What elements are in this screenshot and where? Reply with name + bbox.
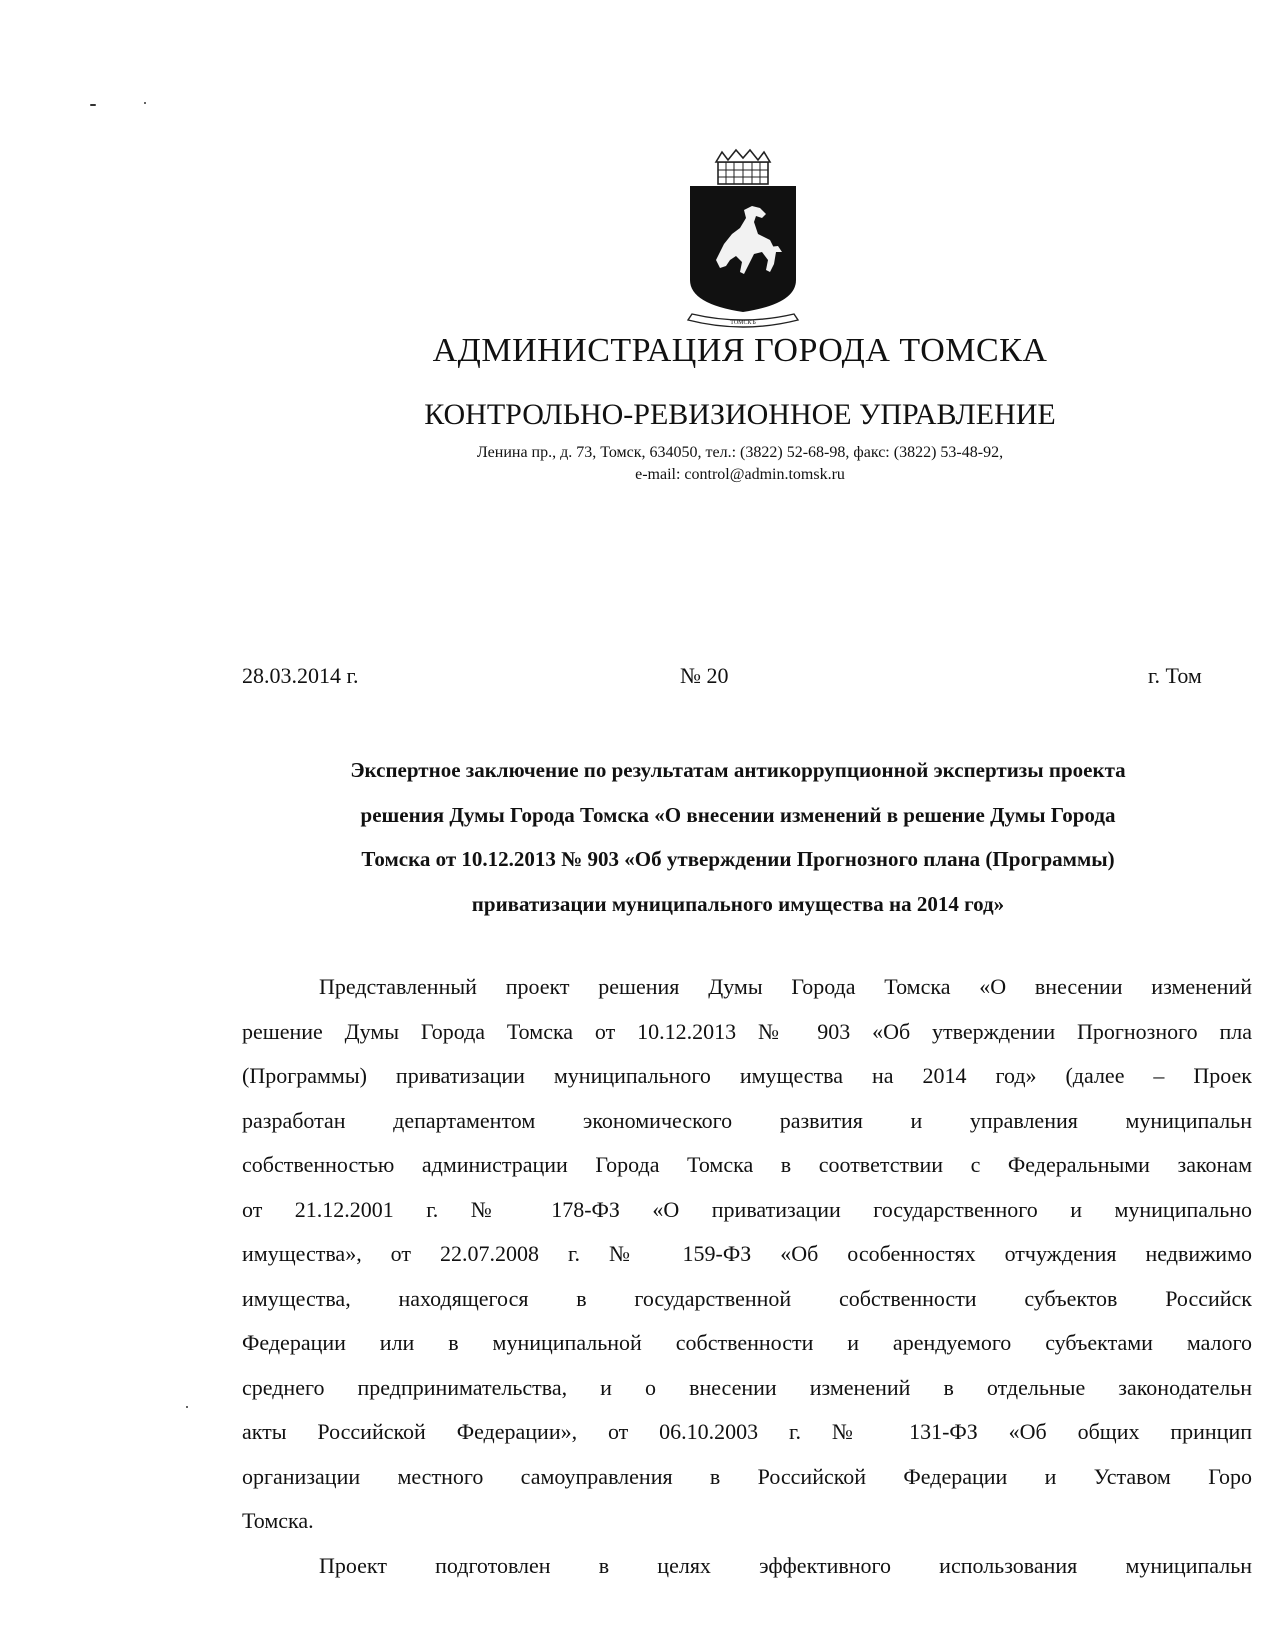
body-line: от 21.12.2001 г. № 178-ФЗ «О приватизации государственного и муниципально	[242, 1196, 1252, 1222]
body-line: Представленный проект решения Думы Города Томска «О внесении изменений	[319, 974, 1252, 999]
body-line: организации местного самоуправления в Российской Федерации и Уставом Горо	[242, 1463, 1252, 1489]
body-line: Томска.	[242, 1508, 314, 1533]
body-line: акты Российской Федерации», от 06.10.2003 г. № 131-ФЗ «Об общих принцип	[242, 1419, 1252, 1444]
body-line: собственностью администрации Города Томска в соответствии с Федеральными законам	[242, 1152, 1252, 1177]
body-line: среднего предпринимательства, и о внесении изменений в отдельные законодательн	[242, 1374, 1252, 1400]
ribbon-text: ТОМСКЪ	[730, 320, 756, 326]
body-line: (Программы) приватизации муниципального имущества на 2014 год» (далее – Проек	[242, 1063, 1252, 1088]
scan-speck	[90, 104, 96, 106]
body-line: Федерации или в муниципальной собственности и арендуемого субъектами малого	[242, 1330, 1252, 1355]
title-line: решения Думы Города Томска «О внесении изменений в решение Думы Города	[360, 802, 1116, 827]
title-line: Томска от 10.12.2013 № 903 «Об утверждении Прогнозного плана (Программы)	[361, 847, 1115, 871]
scan-speck	[144, 102, 146, 104]
department-title: КОНТРОЛЬНО-РЕВИЗИОННОЕ УПРАВЛЕНИЕ	[424, 398, 1056, 431]
body-line: имущества», от 22.07.2008 г. № 159-ФЗ «Об особенностях отчуждения недвижимо	[242, 1241, 1252, 1266]
body-line: решение Думы Города Томска от 10.12.2013 № 903 «Об утверждении Прогнозного пла	[242, 1018, 1252, 1044]
tomsk-coat-of-arms-emblem	[686, 148, 800, 336]
scan-speck	[186, 1406, 188, 1408]
document-city: г. Том	[1148, 663, 1202, 688]
document-date: 28.03.2014 г.	[242, 663, 359, 688]
crown-icon	[716, 150, 770, 184]
title-line: Экспертное заключение по результатам антикоррупционной экспертизы проекта	[350, 758, 1126, 782]
address-line: Ленина пр., д. 73, Томск, 634050, тел.: (3822) 52-68-98, факс: (3822) 53-48-92,	[476, 444, 1004, 461]
body-paragraphs	[242, 965, 1252, 1588]
email-line: e-mail: control@admin.tomsk.ru	[635, 466, 845, 483]
document-number: № 20	[680, 663, 729, 688]
body-line: разработан департаментом экономического развития и управления муниципальн	[242, 1107, 1252, 1133]
title-line: приватизации муниципального имущества на 2014 год»	[471, 891, 1005, 916]
organization-title: АДМИНИСТРАЦИЯ ГОРОДА ТОМСКА	[432, 332, 1048, 369]
ribbon-icon	[688, 314, 798, 327]
document-title	[228, 748, 1248, 926]
body-line: имущества, находящегося в государственной собственности субъектов Российск	[242, 1285, 1252, 1311]
contact-block	[200, 442, 1275, 486]
body-line: Проект подготовлен в целях эффективного использования муниципальн	[319, 1552, 1252, 1578]
